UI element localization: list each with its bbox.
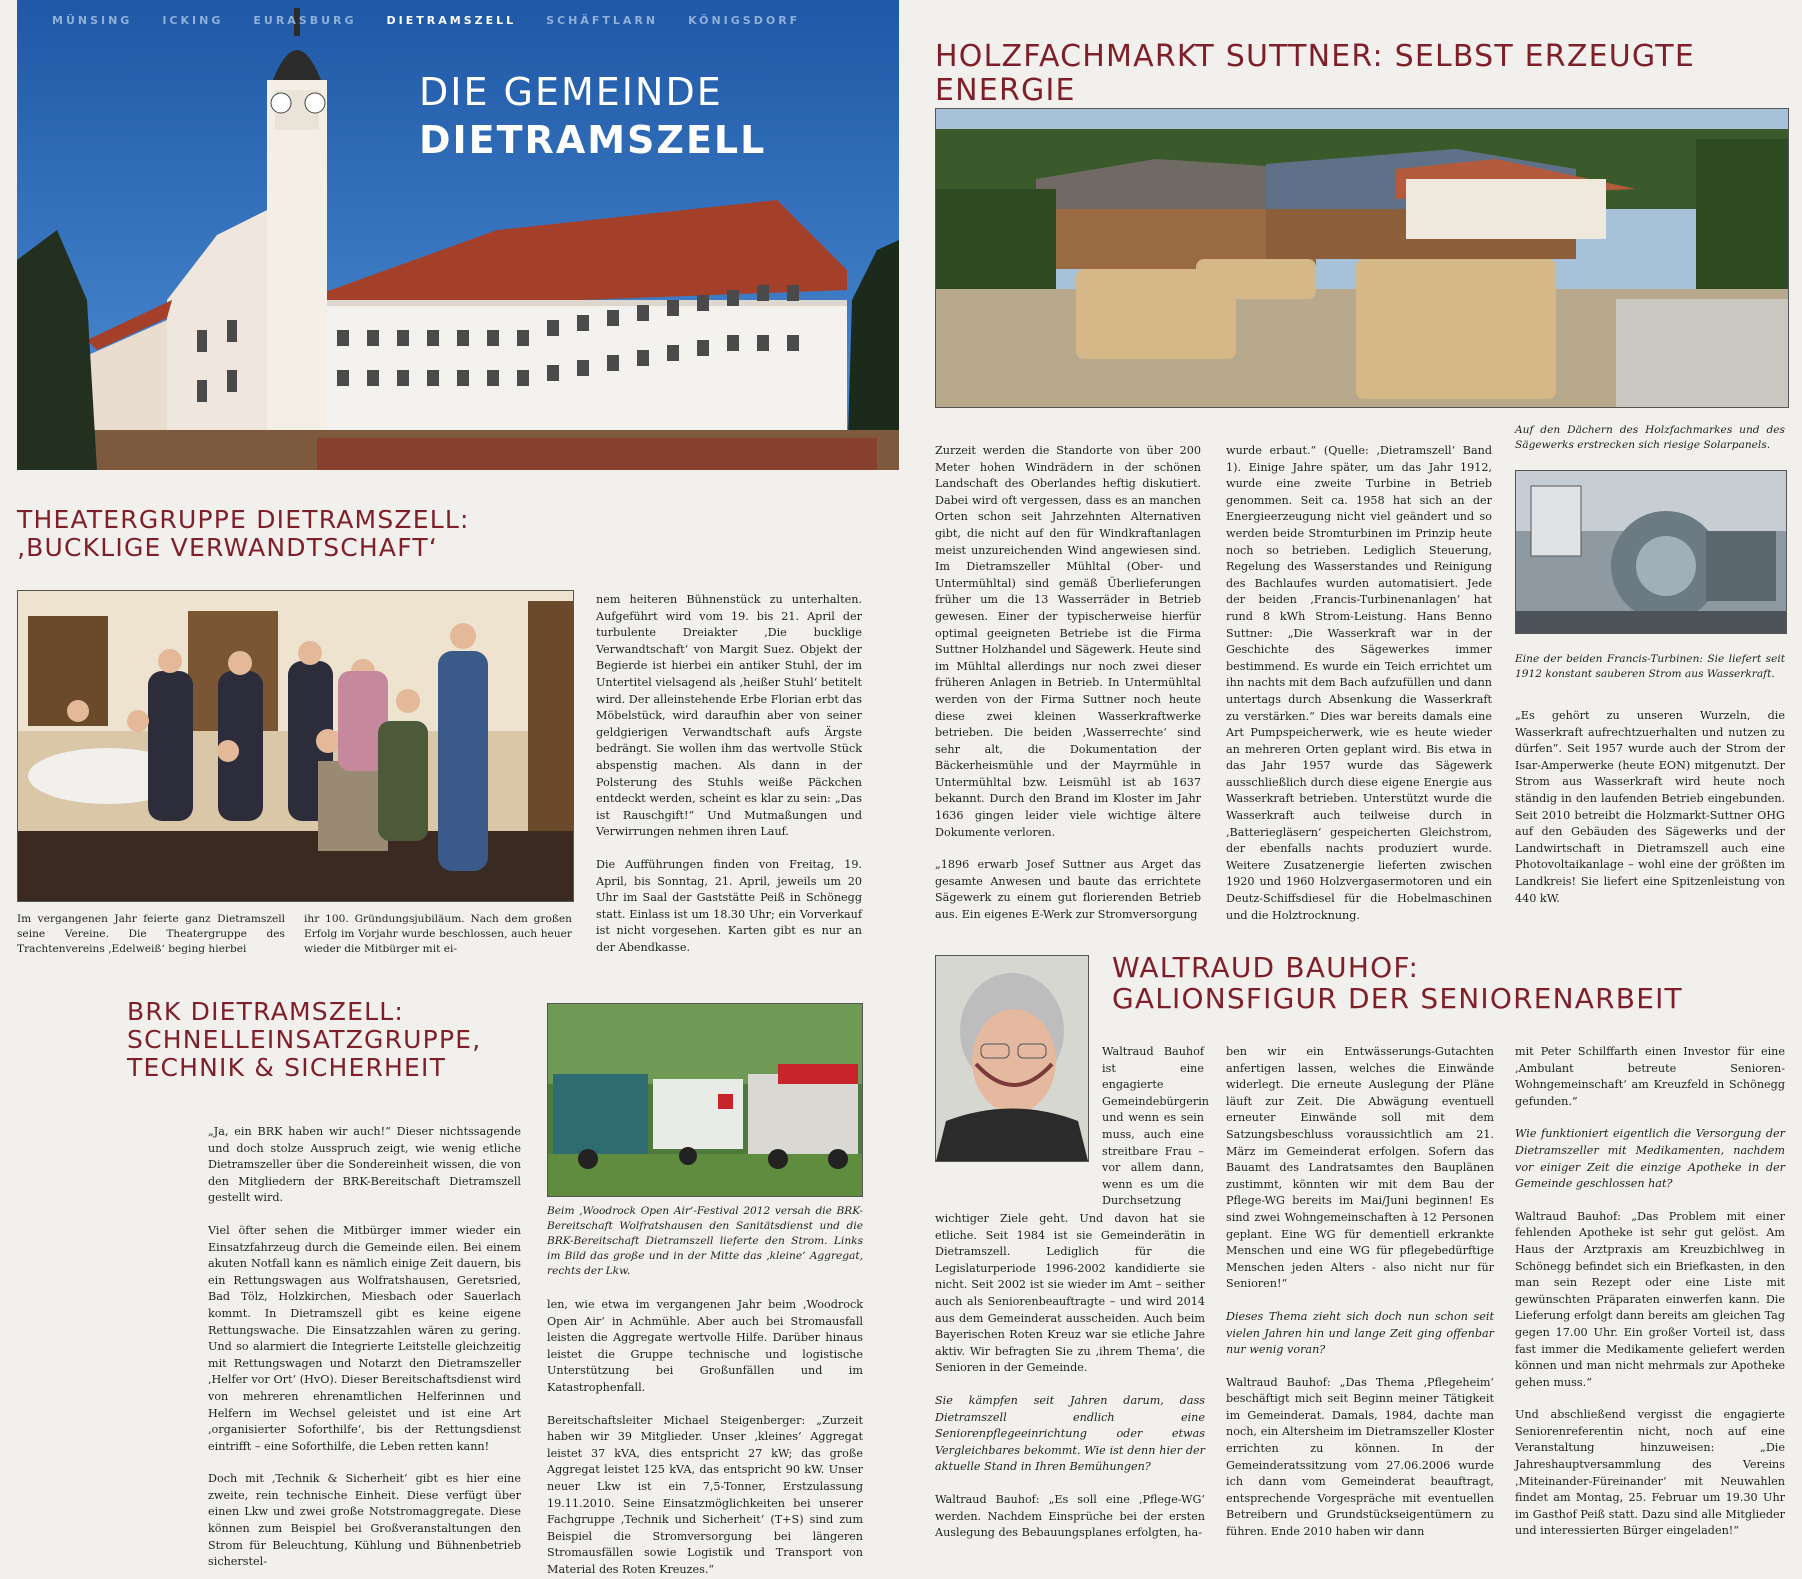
bauhof-paragraph: wichtiger Ziele geht. Und davon hat sie etliche. Seit 1984 ist sie Gemeinderätin in Dietramszell. Lediglich für die Legislaturperiode 1996-2002 kandidierte sie nicht. Seit 2002 ist sie wieder im Amt – seither auch als Seniorenbeauftragte – und wird 2014 aus dem Gemeinderat ausscheiden. Auch beim Bayerischen Roten Kreuz war sie etliche Jahre aktiv. Wir befragten Sie zu ‚ihrem Thema‘, die Senioren in der Gemeinde.: [935, 1212, 1209, 1375]
theater-paragraph: nem heiteren Bühnenstück zu unterhalten. Aufgeführt wird vom 19. bis 21. April der turbulente Dreiakter ‚Die bucklige Verwandtschaft‘ von Margit Suez. Objekt der Begierde ist hierbei ein antiker Stuhl, der im Untertitel vielsagend als ‚heißer Stuhl‘ betitelt wird. Der alleinstehende Erbe Florian erbt das Möbelstück, wird daraufhin aber von seiner geldgierigen Verwandtschaft aufs Ärgste bedrängt. Sie wollen ihm das wertvolle Stück abspenstig machen. Als dann in der Polsterung des Stuhls weiße Päckchen entdeckt werden, scheint es klar zu sein: „Das ist Rauschgift!“ Und Mutmaßungen und Verwirrungen nehmen ihren Lauf.: [596, 593, 866, 839]
suttner-text-column-2: [1226, 443, 1496, 922]
brk-paragraph: Viel öfter sehen die Mitbürger immer wieder ein Einsatzfahrzeug durch die Gemeinde eilen. Bei einem akuten Notfall kann es nämlich einige Zeit dauern, bis ein Rettungswagen aus Wolfratshausen, Geretsried, Bad Tölz, Holzkirchen, Miesbach oder Sauerlach kommt. In Dietramszell gibt es keine eigene Rettungswache. Die Einsatzzahlen wären zu gering. Und so alarmiert die Integrierte Leitstelle gleichzeitig mit Rettungswagen und Notarzt den Dietramszeller ‚Helfer vor Ort‘ (HvO). Dieser Bereitschaftsdienst wird von mehreren ehrenamtlichen Helferinnen und Helfern im Wechsel geleistet und ist eine Art ‚organisierter Soforthilfe‘, bis der Rettungsdienst eintrifft – eine Soforthilfe, die Leben retten kann!: [208, 1223, 525, 1453]
suttner-text-column-1: [935, 443, 1205, 922]
sawmill-caption: Auf den Dächern des Holzfachmarkes und des Sägewerks erstrecken sich riesige Solarpanels.: [1515, 424, 1785, 451]
suttner-paragraph: „1896 erwarb Josef Suttner aus Arget das gesamte Anwesen und baute das errichtete Sägewerk zu einem gut florierenden Betrieb aus. Ein eigenes E-Werk zur Stromversorgung: [935, 858, 1205, 922]
bauhof-paragraph: mit Peter Schilffarth einen Investor für eine ‚Ambulant betreute Senioren-Wohngemeinschaft‘ am Kreuzfeld in Schönegg gefunden.“: [1515, 1045, 1789, 1108]
suttner-paragraph: wurde erbaut.“ (Quelle: ‚Dietramszell‘ Band 1). Einige Jahre später, um das Jahr 1912, wurde eine zweite Turbine in Betrieb genommen. Seit ca. 1958 hat sich an der Energieerzeugung nicht viel geändert und so werden beide Stromturbinen im Prinzip heute noch so betrieben. Lediglich Steuerung, Regelung des Wasserstandes und Reinigung des Bachlaufes wurden automatisiert. Jede der beiden ‚Francis-Turbinenanlagen‘ hat rund 8 kWh Strom-Leistung. Hans Benno Suttner: „Die Wasserkraft war in der Geschichte des Sägewerkes immer bestimmend. Es wurde ein Teich errichtet um ihn nachts mit dem Bach aufzufüllen und dann untertags durch Absenkung die Wasserkraft zu verstärken.“ Dies war bereits damals eine Art Pumpspeicherwerk, wie es heute wieder an mehreren Orten geplant wird. Bis etwa in das Jahr 1957 wurde das Sägewerk ausschließlich durch diese eigene Energie aus Wasserkraft betrieben. Unterstützt wurde die Wasserkraft auch teilweise durch in ‚Batteriegläsern‘ gespeicherten Gleichstrom, der ebenfalls nachts produziert wurde. Weitere Zusatzenergie lieferten zwischen 1920 und 1960 Holzvergasermotoren und ein Deutz-Schiffsdiesel für die Hobelmaschinen und die Holztrocknung.: [1226, 444, 1496, 922]
theater-paragraph: Die Aufführungen finden von Freitag, 19. April, bis Sonntag, 21. April, jeweils um 20 Uhr im Saal der Gaststätte Peiß in Schönegg statt. Einlass ist um 18.30 Uhr; ein Vorverkauf ist nicht vorgesehen. Karten gibt es nur an der Abendkasse.: [596, 857, 866, 954]
bauhof-question: Dieses Thema zieht sich doch nun schon seit vielen Jahren hin und lange Zeit ging offenbar nur wenig voran?: [1226, 1309, 1498, 1357]
bauhof-text-column-1: [935, 1211, 1209, 1560]
brk-paragraph: Bereitschaftsleiter Michael Steigenberger: „Zurzeit haben wir 39 Mitglieder. Unser ‚kleines‘ Aggregat leistet 37 kVA, dies entspricht 27 kW; das große Aggregat leistet 125 kVA, das entspricht 90 kW. Unser neuer Lkw ist ein 7,5-Tonner, Erstzulassung 19.11.2010. Seine Einsatzmöglichkeiten bei unserer Fachgruppe ‚Technik und Sicherheit‘ (T+S) sind zum Beispiel die Stromversorgung bei längeren Stromausfällen sowie Logistik und Transport von Material des Roten Kreuzes.“: [547, 1413, 867, 1576]
theater-caption-col1: Im vergangenen Jahr feierte ganz Dietramszell seine Vereine. Die Theatergruppe des Trachtenvereins ‚Edelweiß‘ beging hierbei: [17, 913, 285, 955]
nav-item-dietramszell[interactable]: DIETRAMSZELL: [386, 14, 517, 27]
nav-item-icking[interactable]: ICKING: [162, 14, 224, 27]
brk-text-column-1: [208, 1124, 525, 1569]
nav-item-schaeftlarn[interactable]: SCHÄFTLARN: [546, 14, 659, 27]
brk-vehicles-photo: [547, 1003, 863, 1197]
suttner-headline: HOLZFACHMARKT SUTTNER: SELBST ERZEUGTE ENERGIE: [935, 39, 1695, 108]
nav-item-koenigsdorf[interactable]: KÖNIGSDORF: [688, 14, 801, 27]
banner-photo: [17, 0, 899, 470]
bauhof-intro-narrow: [1102, 1044, 1213, 1208]
nav-item-muensing[interactable]: MÜNSING: [52, 14, 133, 27]
bauhof-portrait: [935, 955, 1089, 1162]
brk-paragraph: len, wie etwa im vergangenen Jahr beim ‚Woodrock Open Air‘ in Achmühle. Aber auch bei Stromausfall leisten die Aggregate wertvolle Hilfe. Darüber hinaus leistet die Gruppe technische und logistische Unterstützung bei Großunfällen und im Katastrophenfall.: [547, 1298, 867, 1394]
bauhof-headline: WALTRAUD BAUHOF: GALIONSFIGUR DER SENIORENARBEIT: [1112, 951, 1683, 1016]
theater-text-column: [596, 592, 866, 962]
bauhof-paragraph: Waltraud Bauhof: „Das Problem mit einer fehlenden Apotheke ist sehr gut gelöst. Am Haus der Arztpraxis am Kreuzbichlweg in Schönegg befindet sich ein Briefkasten, in den man sein Rezept oder eine Liste mit gewünschten Präparaten einwerfen kann. Die Lieferung erfolgt dann bereits am gleichen Tag gegen 17.00 Uhr. Ein großer Vorteil ist, dass fast immer die Medikamente geliefert werden können und man nicht mehrmals zur Apotheke gehen muss.“: [1515, 1209, 1789, 1389]
suttner-paragraph: Zurzeit werden die Standorte von über 200 Meter hohen Windrädern in der schönen Landschaft des Oberlandes heftig diskutiert. Dabei wird oft vergessen, dass es an manchen Orten schon seit Jahrzehnten Alternativen gibt, die nicht auf den für Windkraftanlagen meist unzureichenden Wind angewiesen sind. Im Dietramszeller Mühltal (Ober- und Untermühltal) sind gemäß Überlieferungen früher um die 13 Wasserräder in Betrieb gewesen. Einer der typischerweise hierfür optimal geeigneten Betriebe ist die Firma Suttner Holzhandel und Sägewerk. Heute sind im Mühltal allerdings nur noch zwei dieser früheren Anlagen in Betrieb. In Untermühltal werden von der Firma Suttner noch heute diese zwei kleinen Wasserkraftwerke betrieben. Die beiden ‚Wasserrechte‘ sind sehr alt, die Dokumentation der Bäckerheismühle und der Mayrmühle in Untermühltal bzw. Leismühl ist ab 1637 bekannt. Durch den Brand im Kloster im Jahr 1636 gingen leider viele wichtige ältere Dokumente verloren.: [935, 444, 1205, 839]
bauhof-paragraph: ben wir ein Entwässerungs-Gutachten anfertigen lassen, welches die Einwände widerlegt. Die erneute Auslegung der Pläne läuft zur Zeit. Die Abwägung eventuell erneuter Einwände soll mit dem Satzungsbeschluss voraussichtlich am 21. März im Gemeinderat erfolgen. Sofern das Bauamt des Landratsamtes den Bauplänen zustimmt, könnten wir mit dem Bau der Pflege-WG bereits im Mai/Juni beginnen! Es sind zwei Wohngemeinschaften à 12 Personen geplant. Eine WG für dementiell erkrankte Menschen und eine WG für pflegebedürftige Menschen jeden Alters - also nicht nur für Senioren!“: [1226, 1045, 1498, 1291]
bauhof-question: Wie funktioniert eigentlich die Versorgung der Dietramszeller mit Medikamenten, nachdem vor einiger Zeit die einzige Apotheke in der Gemeinde geschlossen hat?: [1515, 1127, 1789, 1191]
theater-group-photo: [17, 590, 574, 902]
brk-text-column-2: [547, 1297, 867, 1576]
brk-paragraph: „Ja, ein BRK haben wir auch!“ Dieser nichtssagende und doch stolze Ausspruch zeigt, wie wenig etliche Dietramszeller über die Sondereinheit wissen, die von den Mitgliedern der BRK-Bereitschaft Dietramszell gestellt wird.: [208, 1125, 525, 1205]
theater-headline: THEATERGRUPPE DIETRAMSZELL: ‚BUCKLIGE VERWANDTSCHAFT‘: [17, 505, 470, 562]
municipality-nav: [52, 14, 800, 27]
nav-item-eurasburg[interactable]: EURASBURG: [253, 14, 357, 27]
bauhof-question: Sie kämpfen seit Jahren darum, dass Dietramszell endlich eine Seniorenpflegeeinrichtung oder etwas Vergleichbares bekommt. Wie ist denn hier der aktuelle Stand in Ihren Bemühungen?: [935, 1393, 1209, 1474]
bauhof-paragraph: Waltraud Bauhof ist eine engagierte Gemeindebürgerin und wenn es sein muss, auch eine streitbare Frau – vor allem dann, wenn es um die Durchsetzung: [1102, 1045, 1213, 1208]
turbine-photo: [1515, 470, 1787, 634]
bauhof-paragraph: Waltraud Bauhof: „Das Thema ‚Pflegeheim‘ beschäftigt mich seit Beginn meiner Tätigkeit im Gemeinderat. Damals, 1984, dachte man noch, ein Altersheim im Dietramszeller Kloster errichten zu können. In der Gemeinderatssitzung vom 27.06.2006 wurde ich dann vom Gemeinderat beauftragt, entsprechende Vorgespräche mit eventuellen Betreibern und Grundstückseigentümern zu führen. Ende 2010 haben wir dann: [1226, 1375, 1498, 1539]
suttner-paragraph: „Es gehört zu unseren Wurzeln, die Wasserkraft aufrechtzuerhalten und nutzen zu dürfen“. Seit 1957 wurde auch der Strom der Isar-Amperwerke (heute EON) mitgenutzt. Der Strom aus Wasserkraft wird heute noch ständig in den laufenden Betrieb eingebunden. Seit 2010 betreibt die Holzmarkt-Suttner OHG auf den Gebäuden des Sägewerks und der Landwirtschaft in Dietramszell auch eine Photovoltaikanlage – wohl eine der größten im Landkreis! Sie liefert eine Spitzenleistung von 440 kW.: [1515, 709, 1789, 905]
theater-caption-col2: ihr 100. Gründungsjubiläum. Nach dem großen Erfolg im Vorjahr wurde beschlossen, auch heuer wieder die Mitbürger mit ei-: [304, 913, 572, 955]
brk-photo-caption: Beim ‚Woodrock Open Air‘-Festival 2012 versah die BRK-Bereitschaft Wolfratshausen den Sanitätsdienst und die BRK-Bereitschaft Dietramszell lieferte den Strom. Links im Bild das große und in der Mitte das ‚kleine‘ Aggregat, rechts der Lkw.: [547, 1205, 863, 1277]
sawmill-photo: [935, 108, 1789, 408]
bauhof-text-column-3: [1515, 1044, 1789, 1560]
bauhof-paragraph: Und abschließend vergisst die engagierte Seniorenreferentin nicht, noch auf eine Veranstaltung hinzuweisen: „Die Jahreshauptversammlung des Vereins ‚Miteinander-Füreinander‘ mit Neuwahlen findet am Montag, 25. Februar um 19.30 Uhr im Gasthof Peiß statt. Dazu sind alle Mitglieder und interessierten Bürger eingeladen!“: [1515, 1408, 1789, 1538]
bauhof-text-column-2: [1226, 1044, 1498, 1560]
bauhof-paragraph: Waltraud Bauhof: „Es soll eine ‚Pflege-WG‘ werden. Nachdem Einsprüche bei der ersten Auslegung des Bebauungsplanes erfolgten, ha-: [935, 1492, 1209, 1540]
banner-title-line1: DIE GEMEINDE: [419, 70, 723, 114]
banner-title-line2: DIETRAMSZELL: [419, 118, 767, 162]
brk-paragraph: Doch mit ‚Technik & Sicherheit‘ gibt es hier eine zweite, rein technische Einheit. Diese verfügt über einen Lkw und zwei große Notstromaggregate. Diese können zum Beispiel bei Großveranstaltungen den Strom für Beleuchtung, Kühlung und Bühnenbetrieb sicherstel-: [208, 1472, 525, 1569]
suttner-text-column-3: [1515, 708, 1789, 918]
turbine-caption: Eine der beiden Francis-Turbinen: Sie liefert seit 1912 konstant sauberen Strom aus Wasserkraft.: [1515, 653, 1785, 680]
brk-headline: BRK DIETRAMSZELL: SCHNELLEINSATZGRUPPE, TECHNIK & SICHERHEIT: [127, 997, 482, 1082]
